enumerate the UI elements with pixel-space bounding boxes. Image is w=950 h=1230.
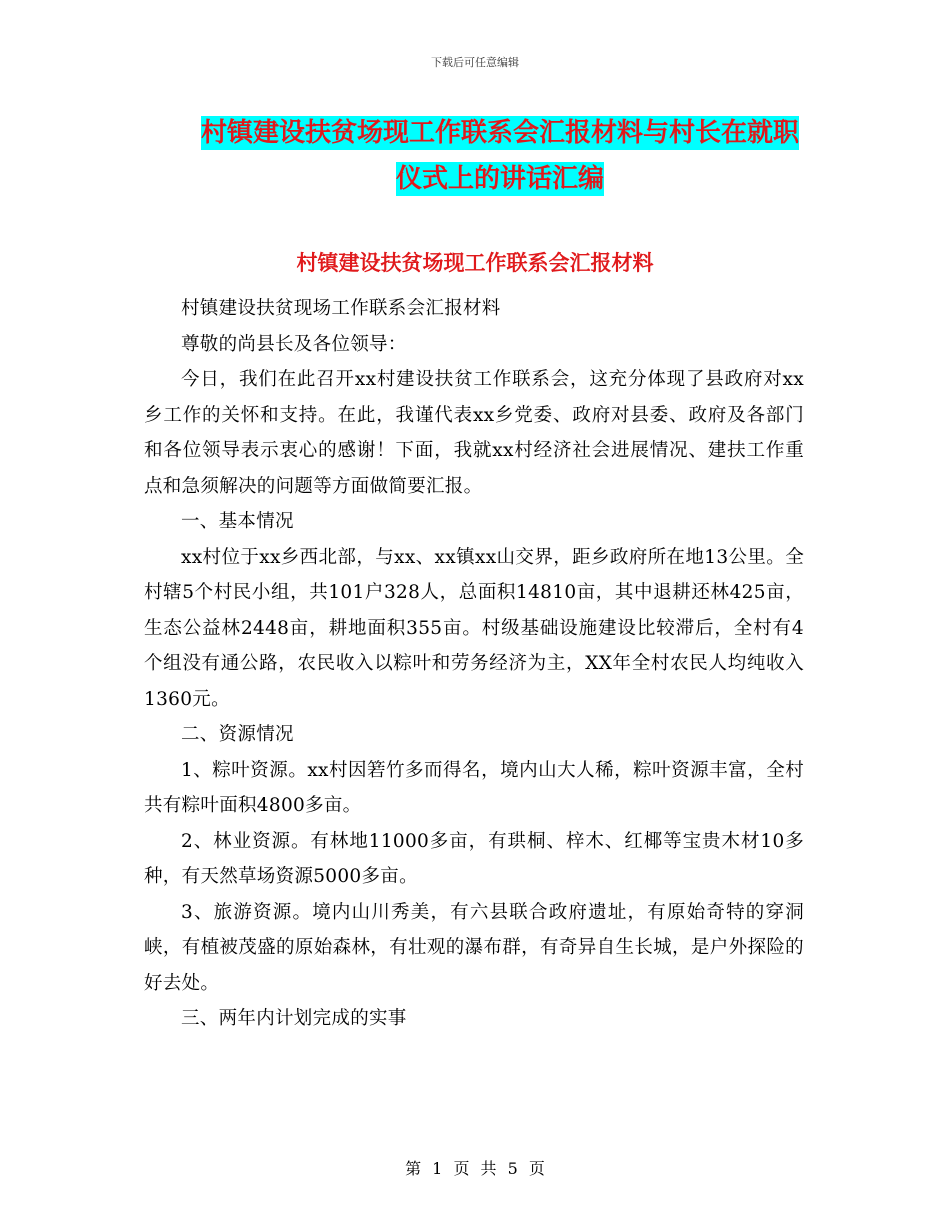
paragraph: xx村位于xx乡西北部，与xx、xx镇xx山交界，距乡政府所在地13公里。全村辖5个村民小组，共101户328人，总面积14810亩，其中退耕还林425亩，生态公益林2448亩，耕地面积355亩。村级基础设施建设比较滞后，全村有4个组没有通公路，农民收入以粽叶和劳务经济为主，XX年全村农民人均纯收入1360元。 xyxy=(144,546,804,710)
document-title-line-2: 仪式上的讲话汇编 xyxy=(395,164,604,194)
paragraph: 尊敬的尚县长及各位领导： xyxy=(181,333,407,355)
paragraph: 1、粽叶资源。xx村因箬竹多而得名，境内山大人稀，粽叶资源丰富，全村共有粽叶面积4800多亩。 xyxy=(144,759,804,816)
section-title: 村镇建设扶贫场现工作联系会汇报材料 xyxy=(296,251,654,275)
document-body xyxy=(144,291,804,1037)
paragraph: 村镇建设扶贫现场工作联系会汇报材料 xyxy=(181,298,501,319)
page-header-note: 下载后可任意编辑 xyxy=(431,56,519,69)
paragraph: 一、基本情况 xyxy=(181,511,294,532)
paragraph: 二、资源情况 xyxy=(181,724,294,745)
document-title xyxy=(190,110,810,202)
page-number-footer: 第 1 页 共 5 页 xyxy=(405,1159,545,1178)
document-title-line-1: 村镇建设扶贫场现工作联系会汇报材料与村长在就职 xyxy=(200,118,799,148)
paragraph: 2、林业资源。有林地11000多亩，有珙桐、梓木、红椰等宝贵木材10多种，有天然草场资源5000多亩。 xyxy=(144,830,804,887)
paragraph: 今日，我们在此召开xx村建设扶贫工作联系会，这充分体现了县政府对xx乡工作的关怀和支持。在此，我谨代表xx乡党委、政府对县委、政府及各部门和各位领导表示衷心的感谢！下面，我就xx村经济社会进展情况、建扶工作重点和急须解决的问题等方面做简要汇报。 xyxy=(144,369,804,497)
paragraph: 3、旅游资源。境内山川秀美，有六县联合政府遗址，有原始奇特的穿洞峡，有植被茂盛的原始森林，有壮观的瀑布群，有奇异自生长城，是户外探险的好去处。 xyxy=(144,901,804,994)
paragraph: 三、两年内计划完成的实事 xyxy=(181,1008,407,1029)
